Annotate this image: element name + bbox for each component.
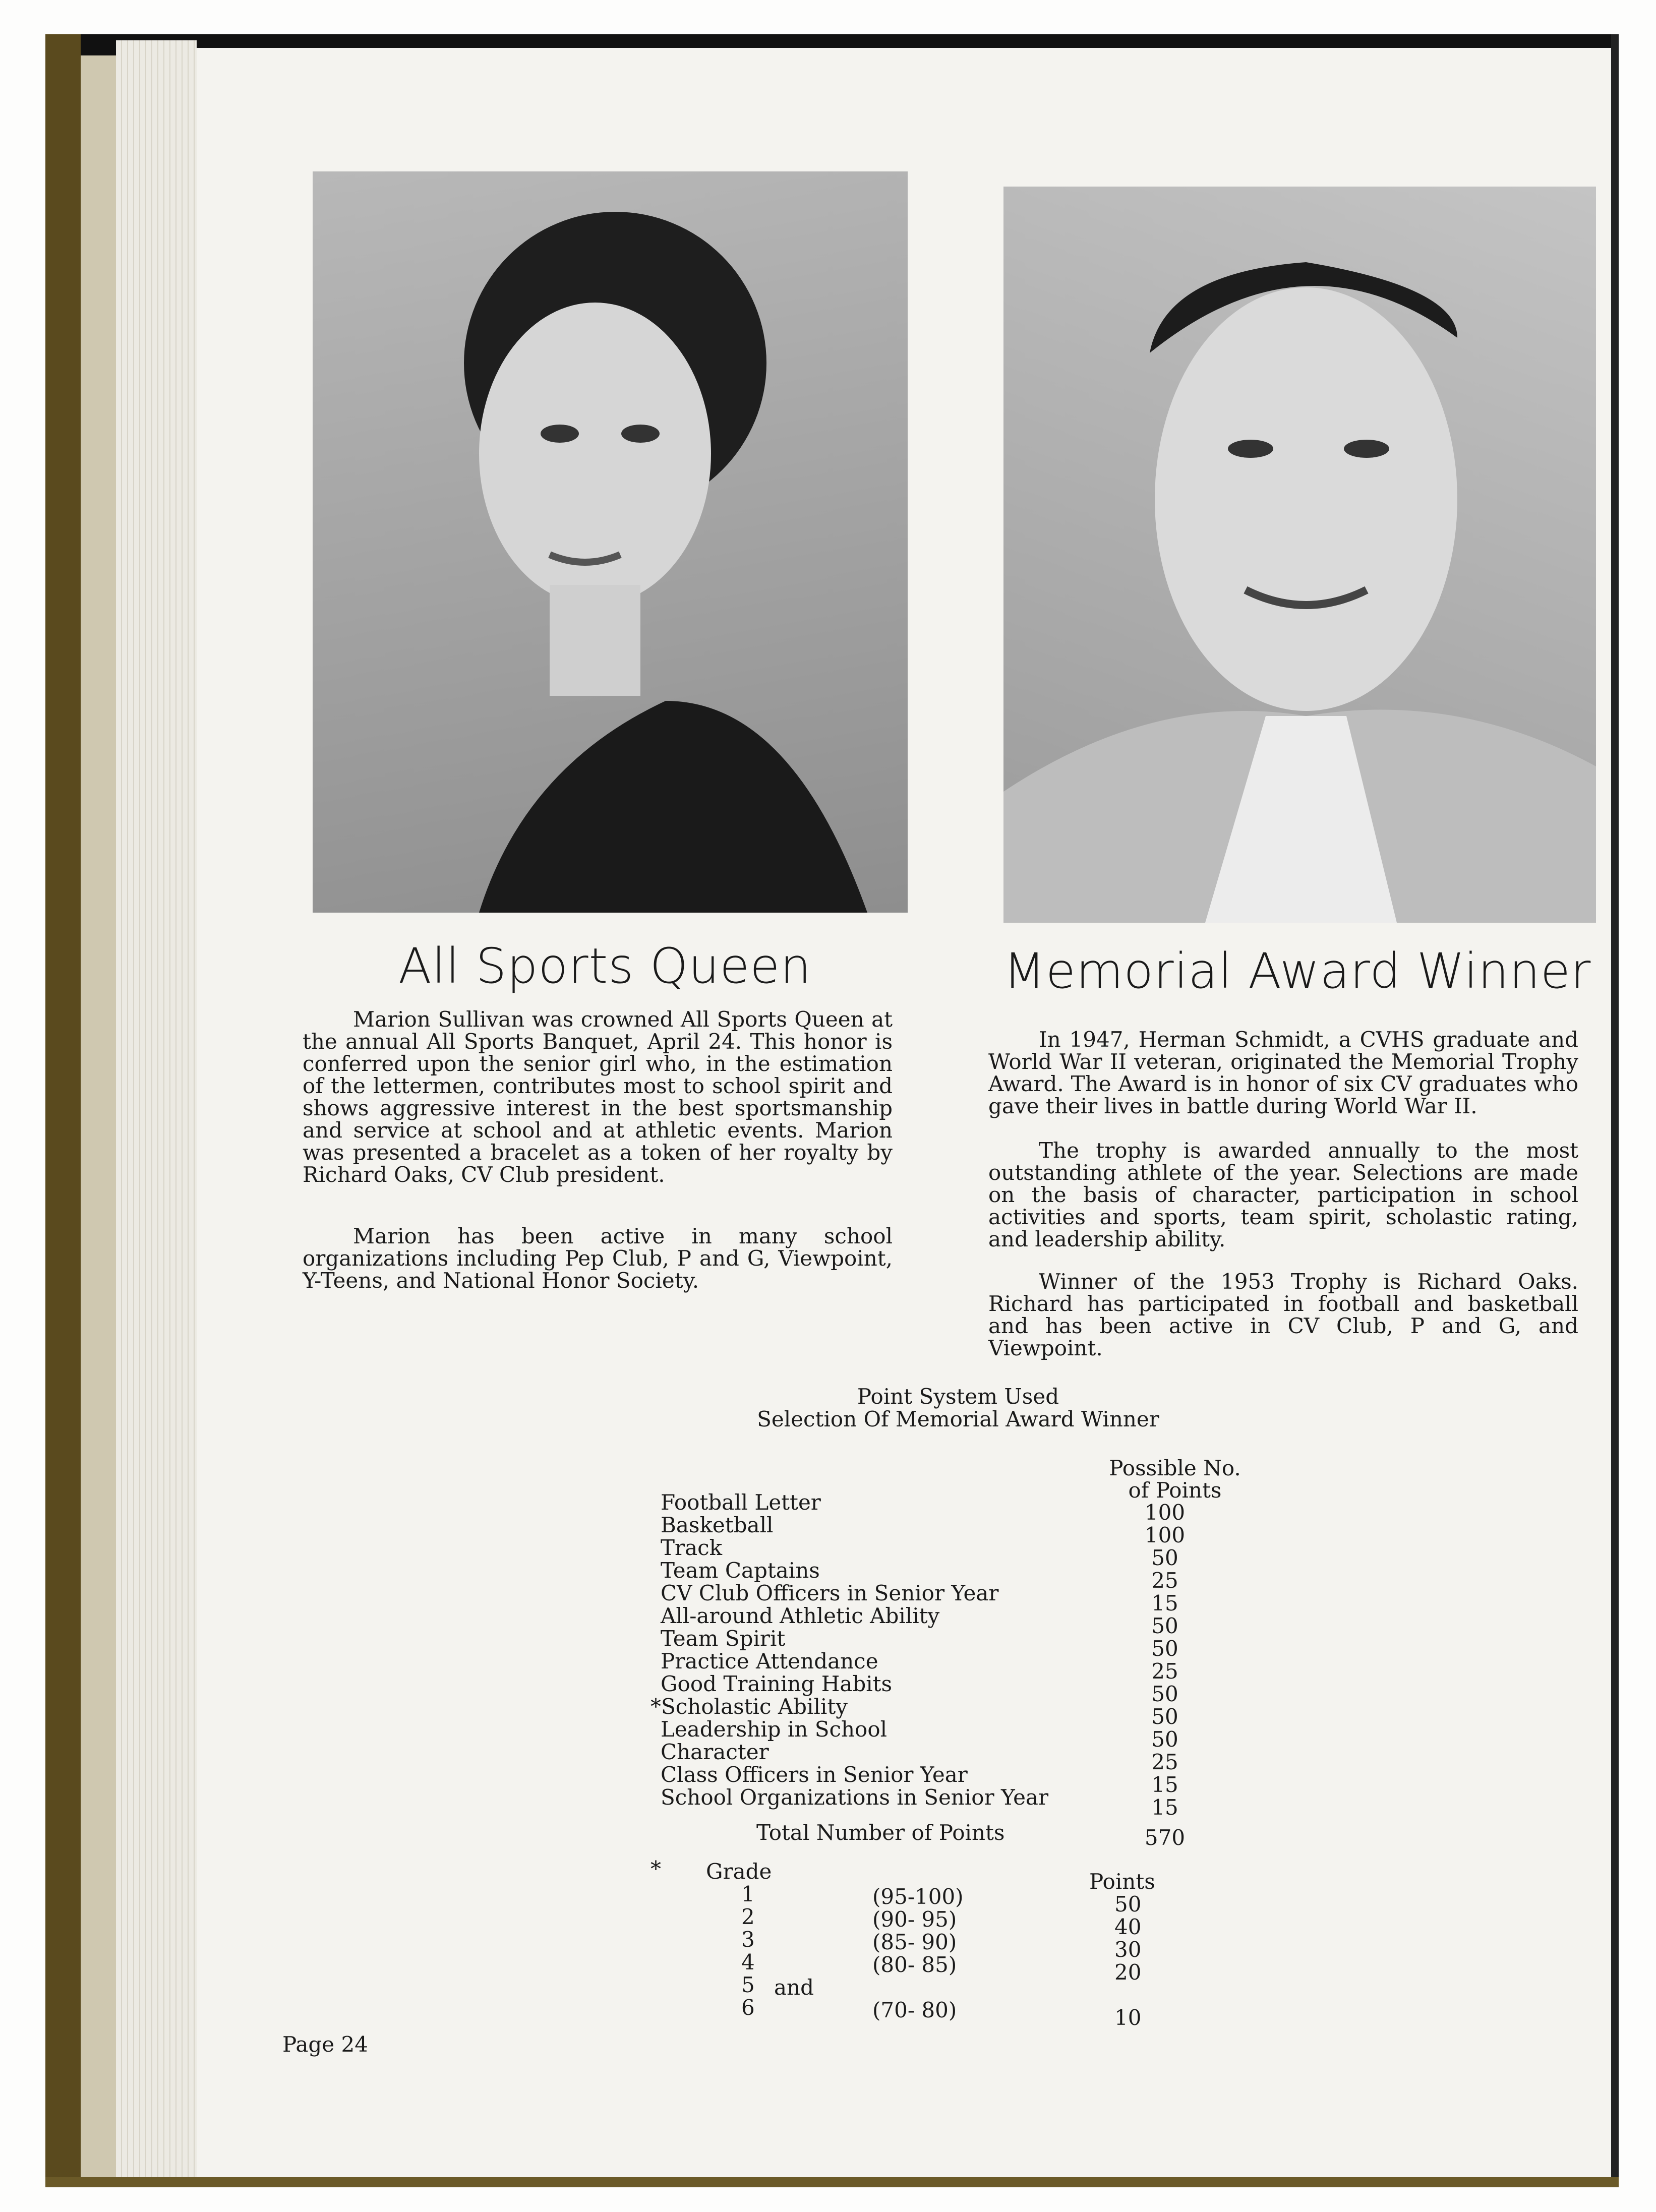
criterion-points: 15 [1151,1772,1178,1797]
queen-paragraph-2: Marion has been active in many school organizations including Pep Club, P and G, Viewpoint, Y-Teens, and National Honor Society. [303,1224,893,1293]
point-system-subtitle: Selection Of Memorial Award Winner [757,1407,1159,1431]
criterion-points: 100 [1144,1523,1186,1547]
table-row [650,1694,1266,1729]
criterion-label: Team Spirit [661,1626,786,1651]
criterion-label: All-around Athletic Ability [661,1603,940,1628]
memorial-paragraph-1: In 1947, Herman Schmidt, a CVHS graduate and World War II veteran, originated the Memorial Trophy Award. The Award is in honor of six CV graduates who gave their lives in battle during World War II. [988,1027,1578,1118]
criterion-label: Basketball [661,1513,774,1537]
heading-memorial-award-winner: Memorial Award Winner [1003,943,1591,999]
grade-number: 6 [741,1995,755,2020]
queen-paragraph-1: Marion Sullivan was crowned All Sports Queen at the annual All Sports Banquet, April 24. This honor is conferred upon the senior girl who, in the estimation of the lettermen, contributes most to school spirit and shows aggressive interest in the best sportsmanship and service at school and at athletic events. Marion was presented a bracelet as a token of her royalty by Richard Oaks, CV Club president. [303,1007,893,1187]
grade-header: Grade [706,1859,772,1884]
memorial-paragraph-3: Winner of the 1953 Trophy is Richard Oaks. Richard has participated in football and basketball and has been active in CV Club, P and G, and Viewpoint. [988,1269,1578,1360]
criterion-label: Leadership in School [661,1717,888,1742]
criterion-points: 25 [1151,1659,1178,1684]
grade-points: 40 [1114,1915,1142,1939]
criterion-points: 15 [1151,1591,1178,1616]
criterion-label: Good Training Habits [661,1671,893,1696]
book-cover-inner-edge [81,55,116,2183]
criterion-points: 15 [1151,1795,1178,1820]
criterion-label: School Organizations in Senior Year [661,1785,1049,1810]
criterion-points: 50 [1151,1636,1178,1661]
criterion-points: 50 [1151,1727,1178,1752]
points-header: Points [1089,1869,1155,1894]
total-points-value: 570 [1144,1825,1186,1850]
criterion-label: Practice Attendance [661,1649,878,1673]
criterion-label: CV Club Officers in Senior Year [661,1581,999,1605]
grade-points: 30 [1114,1937,1142,1962]
grade-range: (80- 85) [872,1952,957,1977]
table-row [661,1513,1266,1547]
portrait-photo-memorial-winner [1003,187,1596,923]
criterion-label: Character [661,1740,769,1764]
criterion-points: 50 [1151,1613,1178,1638]
possible-points-header-1: Possible No. [1109,1456,1241,1480]
heading-all-sports-queen: All Sports Queen [398,938,812,994]
book-cover-spine [45,34,81,2187]
point-system-title: Point System Used [857,1384,1059,1409]
grade-range: (95-100) [872,1884,964,1909]
criterion-points: 50 [1151,1704,1178,1729]
grade-number: 1 [741,1882,755,1906]
book-cover-bottom-edge [45,2177,1619,2187]
criterion-label: Football Letter [661,1490,821,1515]
page-stack-edges [116,40,197,2177]
grade-range: (90- 95) [872,1907,957,1932]
criterion-label: *Scholastic Ability [650,1694,848,1719]
book-cover-right-edge [1611,34,1619,2187]
grade-number: 4 [741,1950,755,1975]
grade-points: 50 [1114,1892,1142,1917]
criterion-points: 50 [1151,1545,1178,1570]
grade-and: and [774,1975,814,2000]
grade-footnote-asterisk: * [650,1857,661,1881]
criterion-points: 25 [1151,1750,1178,1774]
grade-points: 10 [1114,2005,1142,2030]
table-row [661,1785,1266,1820]
grade-points: 20 [1114,1960,1142,1985]
possible-points-header-2: of Points [1128,1478,1222,1503]
criterion-points: 100 [1144,1500,1186,1525]
criterion-label: Track [661,1535,723,1560]
total-points-label: Total Number of Points [756,1820,1005,1845]
table-row [661,1740,1266,1774]
page-number: Page 24 [282,2032,368,2057]
grade-number: 3 [741,1927,755,1952]
memorial-paragraph-2: The trophy is awarded annually to the most outstanding athlete of the year. Selections are made on the basis of character, participation in school activities and sports, team spirit, scholastic rating, and leadership ability. [988,1138,1578,1251]
criterion-points: 25 [1151,1568,1178,1593]
criterion-label: Team Captains [661,1558,820,1583]
grade-range: (70- 80) [872,1998,957,2022]
portrait-photo-queen [313,171,908,913]
criterion-label: Class Officers in Senior Year [661,1762,968,1787]
grade-range: (85- 90) [872,1930,957,1954]
grade-number: 5 [741,1972,755,1997]
grade-number: 2 [741,1904,755,1929]
criterion-points: 50 [1151,1682,1178,1706]
